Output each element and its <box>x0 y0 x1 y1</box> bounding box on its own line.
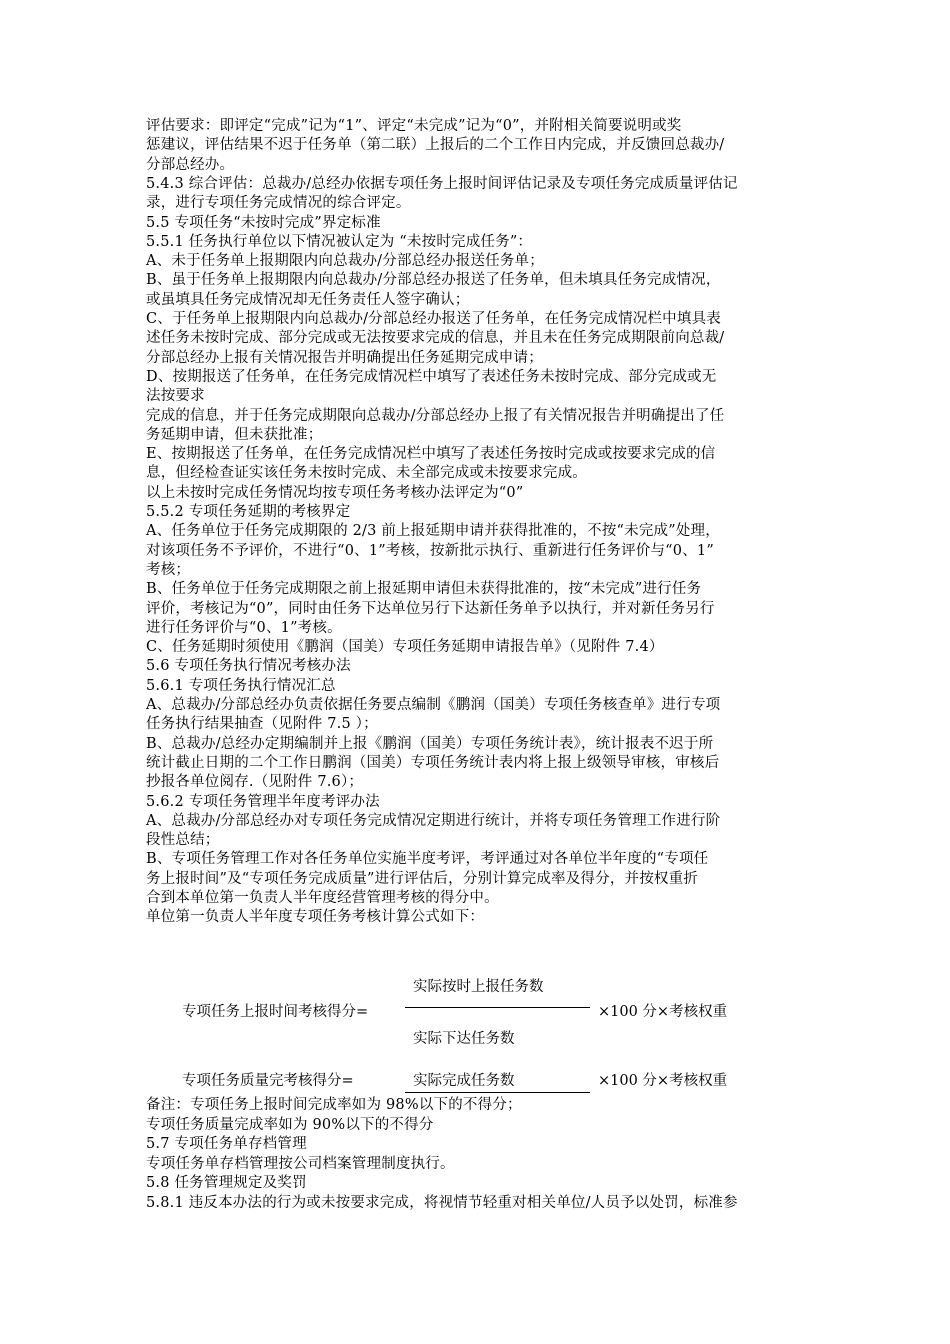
text-line: C、任务延期时须使用《鹏润（国美）专项任务延期申请报告单》（见附件 7.4） <box>146 639 664 656</box>
text-line: 任务执行结果抽查（见附件 7.5 ）； <box>146 716 378 733</box>
text-line: 单位第一负责人半年度专项任务考核计算公式如下： <box>146 909 485 926</box>
text-line: A、未于任务单上报期限内向总裁办/分部总经办报送任务单； <box>146 253 544 270</box>
text-line: 述任务未按时完成、部分完成或无法按要求完成的信息，并且未在任务完成期限前向总裁/ <box>146 330 725 347</box>
text-line: 录，进行专项任务完成情况的综合评定。 <box>146 195 411 212</box>
text-line: 或虽填具任务完成情况却无任务责任人签字确认； <box>146 291 470 308</box>
text-line: 5.5.1 任务执行单位以下情况被认定为 “未按时完成任务”： <box>146 233 533 250</box>
formula1-label: 专项任务上报时间考核得分= <box>182 1004 369 1020</box>
text-line: 评估要求：即评定“完成”记为“1”、评定“未完成”记为“0”，并附相关简要说明或奖 <box>146 118 682 134</box>
formula1-fraction-bar <box>405 1007 590 1008</box>
text-line: 统计截止日期的二个工作日鹏润（国美）专项任务统计表内将上报上级领导审核，审核后 <box>146 754 720 771</box>
text-line: 对该项任务不予评价，不进行“0、1”考核，按新批示执行、重新进行任务评价与“0、1” <box>146 542 714 559</box>
text-line: 惩建议，评估结果不迟于任务单（第二联）上报后的二个工作日内完成，并反馈回总裁办/ <box>146 137 725 154</box>
text-line: 以上未按时完成任务情况均按专项任务考核办法评定为“0” <box>146 484 524 501</box>
text-line: A、总裁办/分部总经办对专项任务完成情况定期进行统计，并将专项任务管理工作进行阶 <box>146 812 721 829</box>
formula2-fraction-bar <box>405 1092 590 1093</box>
text-line: 5.8 任务管理规定及奖罚 <box>146 1175 307 1192</box>
text-line: B、虽于任务单上报期限内向总裁办/分部总经办报送了任务单，但未填具任务完成情况， <box>146 272 721 289</box>
text-line: 评价，考核记为“0”，同时由任务下达单位另行下达新任务单予以执行，并对新任务另行 <box>146 600 715 617</box>
text-line: 5.7 专项任务单存档管理 <box>146 1136 307 1153</box>
text-line: B、总裁办/总经办定期编制并上报《鹏润（国美）专项任务统计表》，统计报表不迟于所 <box>146 735 714 752</box>
text-line: 完成的信息，并于任务完成期限向总裁办/分部总经办上报了有关情况报告并明确提出了任 <box>146 407 725 424</box>
text-line: 分部总经办。 <box>146 156 235 173</box>
text-line: C、于任务单上报期限内向总裁办/分部总经办报送了任务单，在任务完成情况栏中填具表 <box>146 311 721 327</box>
text-line: 5.6 专项任务执行情况考核办法 <box>146 658 351 675</box>
text-line: A、任务单位于任务完成期限的 2/3 前上报延期申请并获得批准的，不按“未完成”处理， <box>146 523 720 540</box>
text-line: 5.5.2 专项任务延期的考核界定 <box>146 504 351 520</box>
text-line: 专项任务单存档管理按公司档案管理制度执行。 <box>146 1155 455 1172</box>
text-line: 合到本单位第一负责人半年度经营管理考核的得分中。 <box>146 890 499 906</box>
text-line: 考核； <box>146 561 191 578</box>
text-line: D、按期报送了任务单，在任务完成情况栏中填写了表述任务未按时完成、部分完成或无 <box>146 368 717 385</box>
text-line: 分部总经办上报有关情况报告并明确提出任务延期完成申请； <box>146 349 543 366</box>
text-line: 抄报各单位阅存.（见附件 7.6）； <box>146 774 364 791</box>
text-line: B、专项任务管理工作对各任务单位实施半度考评，考评通过对各单位半年度的“专项任 <box>146 851 709 868</box>
text-line: 5.8.1 违反本办法的行为或未按要求完成，将视情节轻重对相关单位/人员予以处罚，标准参 <box>146 1195 738 1211</box>
text-line: A、总裁办/分部总经办负责依据任务要点编制《鹏润（国美）专项任务核查单》进行专项 <box>146 697 721 713</box>
formula1-numerator: 实际按时上报任务数 <box>413 979 544 995</box>
text-line: 5.6.1 专项任务执行情况汇总 <box>146 677 336 694</box>
text-line: 进行任务评价与“0、1”考核。 <box>146 619 342 636</box>
text-line: B、任务单位于任务完成期限之前上报延期申请但未获得批准的，按“未完成”进行任务 <box>146 581 702 598</box>
text-line: 备注：专项任务上报时间完成率如为 98%以下的不得分； <box>146 1097 522 1113</box>
formula2-multiplier: ×100 分×考核权重 <box>598 1073 728 1089</box>
formula2-label: 专项任务质量完考核得分= <box>182 1073 354 1089</box>
text-line: 段性总结； <box>146 832 220 849</box>
text-line: E、按期报送了任务单，在任务完成情况栏中填写了表述任务按时完成或按要求完成的信 <box>146 446 716 463</box>
text-line: 5.6.2 专项任务管理半年度考评办法 <box>146 793 380 810</box>
text-line: 5.4.3 综合评估：总裁办/总经办依据专项任务上报时间评估记录及专项任务完成质量评估记 <box>146 175 738 192</box>
text-line: 务上报时间”及“专项任务完成质量”进行评估后，分别计算完成率及得分，并按权重折 <box>146 870 699 887</box>
text-line: 法按要求 <box>146 388 205 405</box>
formula1-multiplier: ×100 分×考核权重 <box>598 1004 728 1020</box>
text-line: 专项任务质量完成率如为 90%以下的不得分 <box>146 1116 434 1133</box>
formula2-numerator: 实际完成任务数 <box>413 1073 515 1089</box>
formula1-denominator: 实际下达任务数 <box>413 1031 515 1047</box>
text-line: 5.5 专项任务“未按时完成”界定标准 <box>146 214 381 231</box>
text-line: 息，但经检查证实该任务未按时完成、未全部完成或未按要求完成。 <box>146 465 587 482</box>
text-line: 务延期申请，但未获批准； <box>146 426 323 443</box>
